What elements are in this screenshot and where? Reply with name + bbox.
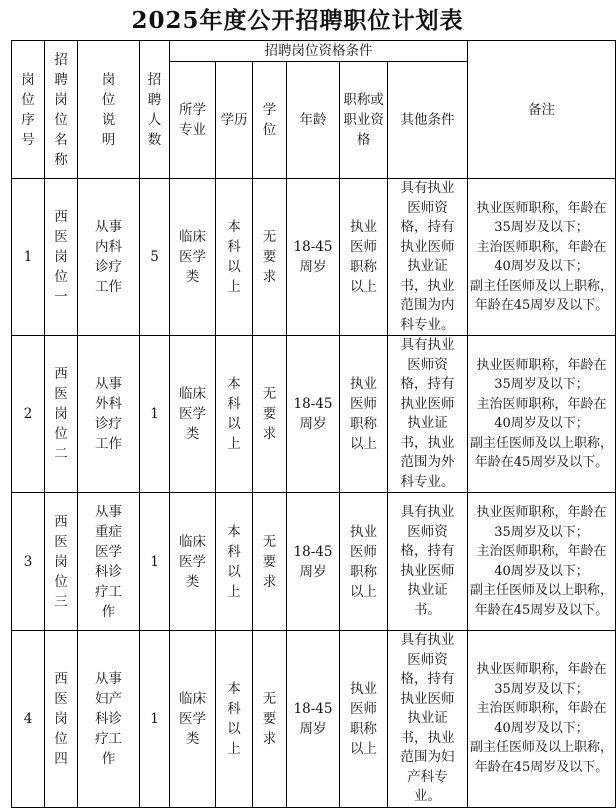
cell-education-text: 本科以上 <box>227 219 241 295</box>
header-degree <box>253 62 287 179</box>
cell-post-desc <box>78 179 140 336</box>
cell-title-req-text: 执业医师职称以上 <box>350 523 377 600</box>
cell-education <box>216 179 253 336</box>
cell-education <box>216 336 253 493</box>
header-post-desc <box>78 41 140 179</box>
remark-line: 副主任医师及以上职称，年龄在45周岁及以下。 <box>470 740 614 775</box>
cell-seq: 1 <box>12 179 45 336</box>
header-seq <box>12 41 45 179</box>
cell-post-name <box>45 493 78 631</box>
cell-degree <box>253 179 287 336</box>
cell-age <box>287 631 340 808</box>
cell-other-text: 具有执业医师资格，持有执业医师执业证书，执业范围为妇产科专业。 <box>400 632 455 804</box>
cell-title-req <box>340 179 388 336</box>
header-remark: 备注 <box>468 41 616 179</box>
cell-remark <box>468 336 616 493</box>
header-post-name-label: 招聘岗位名称 <box>54 51 68 168</box>
cell-major-text: 临床医学类 <box>179 690 206 747</box>
cell-post-desc <box>78 631 140 808</box>
remark-line: 主治医师职称，年龄在40周岁及以下； <box>476 239 607 274</box>
header-other: 其他条件 <box>388 62 468 179</box>
cell-post-name-text: 西医岗位四 <box>54 670 68 767</box>
cell-age-text: 18-45周岁 <box>293 239 333 275</box>
header-age: 年龄 <box>287 62 340 179</box>
remark-lines <box>470 356 613 473</box>
cell-title-req <box>340 336 388 493</box>
table-row <box>12 493 616 631</box>
cell-degree-text: 无要求 <box>262 386 277 442</box>
cell-major <box>170 336 216 493</box>
header-degree-label: 学位 <box>262 102 277 138</box>
cell-other <box>388 179 468 336</box>
header-title-req-label: 职称或职业资格 <box>343 92 384 148</box>
remark-line: 执业医师职称，年龄在35周岁及以下； <box>476 505 607 540</box>
cell-post-desc <box>78 336 140 493</box>
cell-title-req-text: 执业医师职称以上 <box>350 219 377 295</box>
cell-major <box>170 179 216 336</box>
remark-line: 副主任医师及以上职称，年龄在45周岁及以下。 <box>470 278 614 313</box>
remark-line: 主治医师职称，年龄在40周岁及以下； <box>476 544 607 579</box>
cell-post-desc <box>78 493 140 631</box>
header-title-req <box>340 62 388 179</box>
cell-major <box>170 493 216 631</box>
header-post-desc-label: 岗位说明 <box>101 71 116 148</box>
cell-major-text: 临床医学类 <box>179 229 206 285</box>
remark-lines <box>470 199 613 316</box>
cell-seq: 2 <box>12 336 45 493</box>
cell-age <box>287 179 340 336</box>
cell-title-req-text: 执业医师职称以上 <box>350 680 377 757</box>
table-row <box>12 336 616 493</box>
cell-other-text: 具有执业医师资格，持有执业医师执业证书。 <box>400 504 455 618</box>
table-row <box>12 179 616 336</box>
cell-seq: 3 <box>12 493 45 631</box>
cell-degree <box>253 336 287 493</box>
header-major-label: 所学专业 <box>179 102 206 138</box>
remark-line: 主治医师职称，年龄在40周岁及以下； <box>476 396 607 431</box>
cell-other <box>388 631 468 808</box>
cell-post-name-text: 西医岗位二 <box>54 366 68 462</box>
remark-line: 执业医师职称，年龄在35周岁及以下； <box>476 357 607 392</box>
cell-degree-text: 无要求 <box>262 229 277 285</box>
cell-education-text: 本科以上 <box>227 680 241 757</box>
cell-major <box>170 631 216 808</box>
cell-age <box>287 493 340 631</box>
remark-line: 副主任医师及以上职称，年龄在45周岁及以下。 <box>470 583 614 618</box>
header-count-label: 招聘人数 <box>147 71 162 148</box>
cell-post-desc-text: 从事重症医学科诊疗工作 <box>95 503 122 620</box>
cell-education-text: 本科以上 <box>227 376 241 452</box>
remark-lines <box>470 503 613 620</box>
cell-age-text: 18-45周岁 <box>293 543 333 580</box>
cell-degree-text: 无要求 <box>262 533 277 590</box>
cell-count: 1 <box>140 631 170 808</box>
cell-post-desc-text: 从事外科诊疗工作 <box>95 376 122 452</box>
cell-education-text: 本科以上 <box>227 523 241 600</box>
cell-other-text: 具有执业医师资格，持有执业医师执业证书，执业范围为内科专业。 <box>400 180 455 333</box>
cell-major-text: 临床医学类 <box>179 533 206 590</box>
cell-degree <box>253 493 287 631</box>
header-seq-label: 岗位序号 <box>21 71 35 148</box>
header-count <box>140 41 170 179</box>
cell-post-name <box>45 336 78 493</box>
cell-education <box>216 493 253 631</box>
recruitment-plan-table <box>11 40 616 808</box>
cell-education <box>216 631 253 808</box>
cell-degree-text: 无要求 <box>262 690 277 747</box>
cell-major-text: 临床医学类 <box>179 386 206 442</box>
cell-age <box>287 336 340 493</box>
cell-title-req <box>340 493 388 631</box>
cell-post-name <box>45 631 78 808</box>
cell-age-text: 18-45周岁 <box>293 396 333 432</box>
cell-post-name-text: 西医岗位一 <box>54 209 68 305</box>
cell-title-req-text: 执业医师职称以上 <box>350 376 377 452</box>
page-title: 2025年度公开招聘职位计划表 <box>131 7 464 34</box>
cell-post-name <box>45 179 78 336</box>
cell-count: 1 <box>140 493 170 631</box>
cell-remark <box>468 631 616 808</box>
cell-post-desc-text: 从事妇产科诊疗工作 <box>95 670 122 767</box>
remark-line: 副主任医师及以上职称，年龄在45周岁及以下。 <box>470 435 614 470</box>
cell-seq: 4 <box>12 631 45 808</box>
header-qualification-group: 招聘岗位资格条件 <box>170 41 468 62</box>
cell-remark <box>468 179 616 336</box>
cell-post-name-text: 西医岗位三 <box>54 513 68 610</box>
cell-count: 1 <box>140 336 170 493</box>
cell-post-desc-text: 从事内科诊疗工作 <box>95 219 122 295</box>
remark-line: 执业医师职称，年龄在35周岁及以下； <box>476 200 607 235</box>
cell-age-text: 18-45周岁 <box>293 700 333 737</box>
remark-lines <box>470 660 613 777</box>
cell-other <box>388 336 468 493</box>
cell-remark <box>468 493 616 631</box>
header-education: 学历 <box>216 62 253 179</box>
remark-line: 主治医师职称，年龄在40周岁及以下； <box>476 701 607 736</box>
cell-other <box>388 493 468 631</box>
remark-line: 执业医师职称，年龄在35周岁及以下； <box>476 662 607 697</box>
cell-degree <box>253 631 287 808</box>
cell-count: 5 <box>140 179 170 336</box>
header-post-name <box>45 41 78 179</box>
header-major <box>170 62 216 179</box>
cell-other-text: 具有执业医师资格，持有执业医师执业证书，执业范围为外科专业。 <box>400 337 455 490</box>
cell-title-req <box>340 631 388 808</box>
table-row <box>12 631 616 808</box>
